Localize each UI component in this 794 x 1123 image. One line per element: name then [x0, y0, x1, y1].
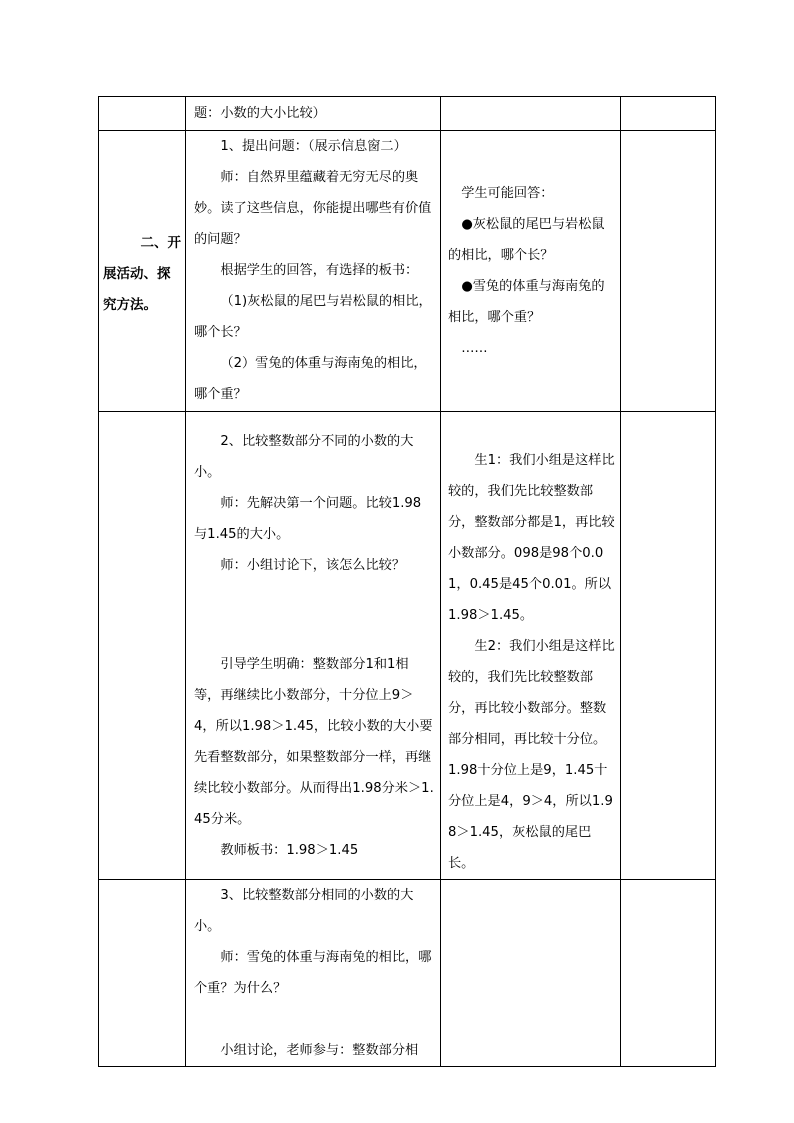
paragraph: ……: [461, 341, 488, 356]
table-row: [99, 880, 716, 1067]
stage-cell: [99, 131, 186, 412]
table-row: [99, 412, 716, 880]
teacher-activity-cell: [186, 131, 441, 412]
table-row: [99, 131, 716, 412]
stage-title-line: 展活动、探: [103, 265, 171, 282]
paragraph: ●灰松鼠的尾巴与岩松鼠的相比，哪个长？: [448, 217, 605, 263]
notes-cell: [621, 880, 716, 1067]
stage-cell: [99, 97, 186, 131]
paragraph: 3、比较整数部分相同的小数的大小。: [194, 888, 414, 934]
teacher-activity-cell: [186, 97, 441, 131]
paragraph: 师：雪兔的体重与海南兔的相比，哪个重？为什么？: [194, 950, 432, 996]
paragraph: 学生可能回答：: [461, 186, 554, 201]
paragraph: ●雪兔的体重与海南兔的相比，哪个重？: [448, 279, 605, 325]
paragraph: （1)灰松鼠的尾巴与岩松鼠的相比，哪个长？: [194, 294, 432, 340]
paragraph: 1、提出问题：（展示信息窗二）: [220, 139, 407, 154]
paragraph: 师：自然界里蕴藏着无穷无尽的奥妙。读了这些信息，你能提出哪些有价值的问题？: [194, 170, 432, 247]
student-activity-cell: [441, 412, 621, 880]
topic-line: 题：小数的大小比较）: [194, 106, 326, 121]
notes-cell: [621, 97, 716, 131]
paragraph: 生2：我们小组是这样比较的，我们先比较整数部分，再比较小数部分。整数部分相同，再比较十分位。1.98十分位上是9，1.45十分位上是4，9＞4，所以1.98＞1.45，灰松鼠的尾巴长。: [448, 639, 615, 871]
teacher-activity-cell: [186, 412, 441, 880]
student-activity-cell: [441, 880, 621, 1067]
student-activity-cell: [441, 97, 621, 131]
paragraph: （2）雪兔的体重与海南兔的相比，哪个重？: [194, 356, 427, 402]
paragraph: 师：先解决第一个问题。比较1.98与1.45的大小。: [194, 496, 422, 542]
stage-cell: [99, 880, 186, 1067]
paragraph: 师：小组讨论下，该怎么比较？: [220, 558, 406, 573]
paragraph: 2、比较整数部分不同的小数的大小。: [194, 434, 414, 480]
teacher-activity-cell: [186, 880, 441, 1067]
stage-title-line: 二、开: [140, 234, 181, 251]
paragraph: 教师板书：1.98＞1.45: [220, 843, 359, 858]
student-activity-cell: [441, 131, 621, 412]
paragraph: 根据学生的回答，有选择的板书：: [220, 263, 419, 278]
notes-cell: [621, 412, 716, 880]
paragraph: 引导学生明确：整数部分1和1相等，再继续比小数部分，十分位上9＞4，所以1.98＞1.45，比较小数的大小要先看整数部分，如果整数部分一样，再继续比较小数部分。从而得出1.98分米＞1.45分米。: [194, 657, 434, 827]
lesson-plan-table: [98, 96, 716, 1067]
stage-title-line: 究方法。: [103, 296, 157, 313]
table-row: [99, 97, 716, 131]
notes-cell: [621, 131, 716, 412]
paragraph: 小组讨论，老师参与：整数部分相: [220, 1043, 419, 1058]
paragraph: 生1：我们小组是这样比较的，我们先比较整数部分，整数部分都是1，再比较小数部分。098是98个0.01，0.45是45个0.01。所以1.98＞1.45。: [448, 453, 615, 623]
stage-cell: [99, 412, 186, 880]
